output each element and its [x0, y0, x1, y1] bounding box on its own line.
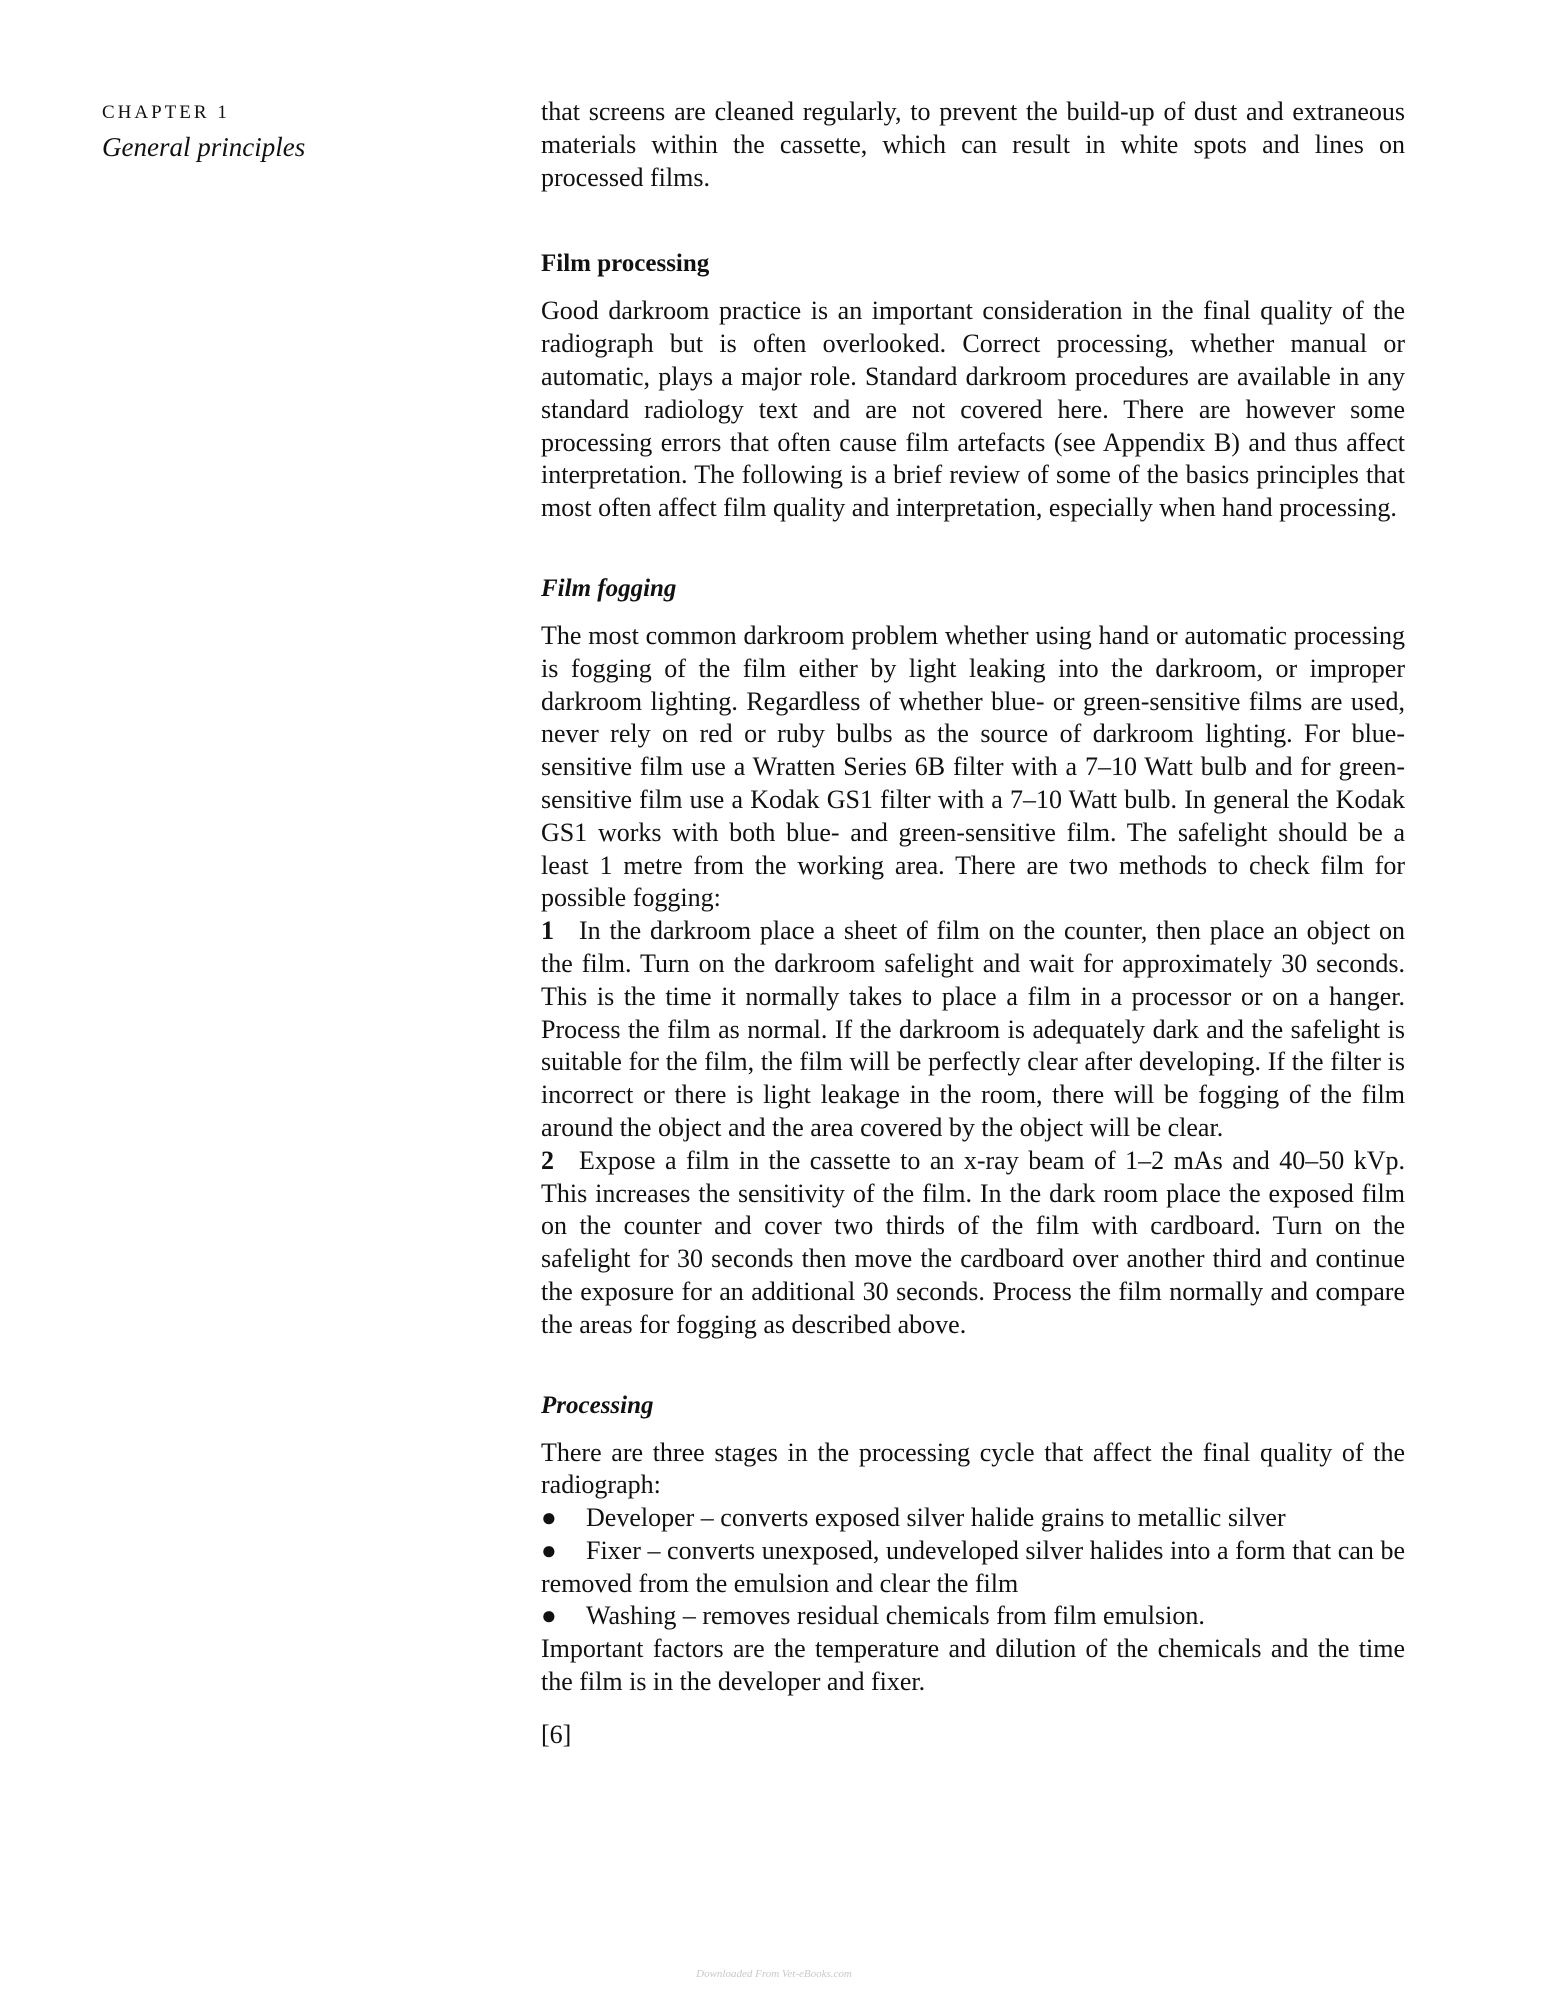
chapter-label: CHAPTER 1 — [102, 102, 230, 123]
bullet-text: Washing – removes residual chemicals from film emulsion. — [586, 1601, 1205, 1631]
film-fogging-section — [541, 573, 1405, 1342]
processing-closing: Important factors are the temperature and dilution of the chemicals and the time the film is in the developer and fixer. — [541, 1634, 1405, 1697]
bullet-item — [541, 1600, 1405, 1633]
chapter-margin-note — [102, 96, 462, 164]
item-number: 1 — [541, 916, 554, 946]
item-text: In the darkroom place a sheet of film on the counter, then place an object on the film. Turn on the darkroom safelight and wait for approximately 30 seconds. This is the time it normally takes to place a film in a processor or on a hanger. Process the film as normal. If the darkroom is adequately dark and the safelight is suitable for the film, the film will be perfectly clear after developing. If the filter is incorrect or there is light leakage in the room, there will be fogging of the film around the object and the area covered by the object will be clear. — [541, 916, 1405, 1142]
page-number: [6] — [541, 1719, 572, 1749]
section-heading-film-fogging: Film fogging — [541, 574, 677, 602]
numbered-item — [541, 915, 1405, 1145]
bullet-item — [541, 1535, 1405, 1601]
bullet-text: Fixer – converts unexposed, undeveloped silver halides into a form that can be removed from the emulsion and clear the film — [541, 1535, 1405, 1598]
item-number: 2 — [541, 1145, 554, 1175]
chapter-title: General principles — [102, 132, 306, 162]
film-processing-paragraph: Good darkroom practice is an important consideration in the final quality of the radiograph but is often overlooked. Correct processing, whether manual or automatic, plays a major role. Standard darkroom procedures are available in any standard radiology text and are not covered here. There are however some processing errors that often cause film artefacts (see Appendix B) and thus affect interpretation. The following is a brief review of some of the basics principles that most often affect film quality and interpretation, especially when hand processing. — [541, 296, 1405, 523]
download-credit-watermark: Downloaded From Vet-eBooks.com — [696, 1968, 852, 1980]
film-fogging-paragraph: The most common darkroom problem whether using hand or automatic processing is fogging of the film either by light leaking into the darkroom, or improper darkroom lighting. Regardless of whether blue- or green-sensitive films are used, never rely on red or ruby bulbs as the source of darkroom lighting. For blue-sensitive film use a Wratten Series 6B filter with a 7–10 Watt bulb and for green-sensitive film use a Kodak GS1 filter with a 7–10 Watt bulb. In general the Kodak GS1 works with both blue- and green-sensitive film. The safelight should be a least 1 metre from the working area. There are two methods to check film for possible fogging: — [541, 620, 1405, 913]
bullet-item — [541, 1502, 1405, 1535]
section-heading-film-processing: Film processing — [541, 250, 710, 278]
film-processing-section — [541, 248, 1405, 525]
main-text-column — [541, 96, 1405, 1751]
intro-paragraph: that screens are cleaned regularly, to prevent the build-up of dust and extraneous materials within the cassette, which can result in white spots and lines on processed films. — [541, 97, 1405, 192]
bullet-text: Developer – converts exposed silver halide grains to metallic silver — [586, 1503, 1286, 1533]
bullet-icon: ● — [541, 1535, 557, 1565]
bullet-icon: ● — [541, 1503, 557, 1533]
processing-intro: There are three stages in the processing cycle that affect the final quality of the radiograph: — [541, 1437, 1405, 1500]
bullet-icon: ● — [541, 1601, 557, 1631]
section-heading-processing: Processing — [541, 1391, 654, 1419]
item-text: Expose a film in the cassette to an x-ray beam of 1–2 mAs and 40–50 kVp. This increases the sensitivity of the film. In the dark room place the exposed film on the counter and cover two thirds of the film with cardboard. Turn on the safelight for 30 seconds then move the cardboard over another third and continue the exposure for an additional 30 seconds. Process the film normally and compare the areas for fogging as described above. — [541, 1145, 1405, 1339]
processing-section — [541, 1390, 1405, 1699]
numbered-item — [541, 1145, 1405, 1342]
